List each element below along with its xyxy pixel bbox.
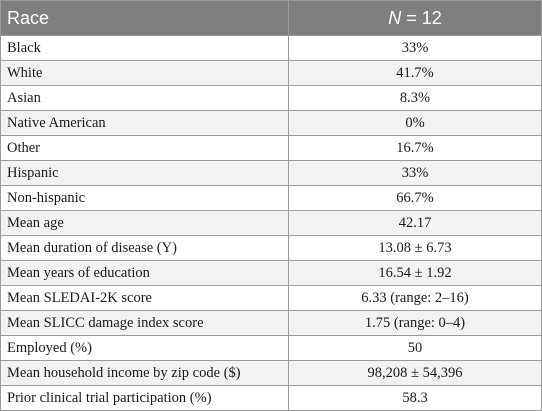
row-value: 58.3 (289, 386, 542, 411)
header-row (1, 1, 542, 36)
row-value: 42.17 (289, 211, 542, 236)
table-row (1, 211, 542, 236)
table-header (1, 1, 542, 36)
table-body (1, 36, 542, 411)
table-row (1, 261, 542, 286)
table-row (1, 161, 542, 186)
row-label: Mean age (1, 211, 289, 236)
table-row (1, 111, 542, 136)
row-label: Prior clinical trial participation (%) (1, 386, 289, 411)
table-row (1, 61, 542, 86)
row-value: 98,208 ± 54,396 (289, 361, 542, 386)
row-label: Mean duration of disease (Y) (1, 236, 289, 261)
row-label: Mean household income by zip code ($) (1, 361, 289, 386)
row-label: White (1, 61, 289, 86)
header-n-value: = 12 (401, 7, 442, 28)
row-label: Mean SLEDAI-2K score (1, 286, 289, 311)
row-value: 33% (289, 36, 542, 61)
row-value: 50 (289, 336, 542, 361)
row-value: 41.7% (289, 61, 542, 86)
row-label: Mean years of education (1, 261, 289, 286)
table-row (1, 311, 542, 336)
row-value: 1.75 (range: 0–4) (289, 311, 542, 336)
table-row (1, 186, 542, 211)
row-label: Hispanic (1, 161, 289, 186)
row-value: 8.3% (289, 86, 542, 111)
table-row (1, 36, 542, 61)
table-row (1, 136, 542, 161)
table-row (1, 336, 542, 361)
row-value: 16.7% (289, 136, 542, 161)
row-value: 33% (289, 161, 542, 186)
header-race: Race (1, 1, 289, 36)
table-row (1, 286, 542, 311)
header-sample-size (289, 1, 542, 36)
table-row (1, 236, 542, 261)
row-value: 6.33 (range: 2–16) (289, 286, 542, 311)
row-value: 66.7% (289, 186, 542, 211)
table-row (1, 86, 542, 111)
row-label: Black (1, 36, 289, 61)
row-label: Other (1, 136, 289, 161)
row-value: 0% (289, 111, 542, 136)
row-label: Asian (1, 86, 289, 111)
header-n-symbol: N (388, 7, 402, 28)
table-row (1, 361, 542, 386)
row-label: Native American (1, 111, 289, 136)
table-row (1, 386, 542, 411)
row-label: Non-hispanic (1, 186, 289, 211)
row-label: Employed (%) (1, 336, 289, 361)
row-value: 16.54 ± 1.92 (289, 261, 542, 286)
row-label: Mean SLICC damage index score (1, 311, 289, 336)
row-value: 13.08 ± 6.73 (289, 236, 542, 261)
